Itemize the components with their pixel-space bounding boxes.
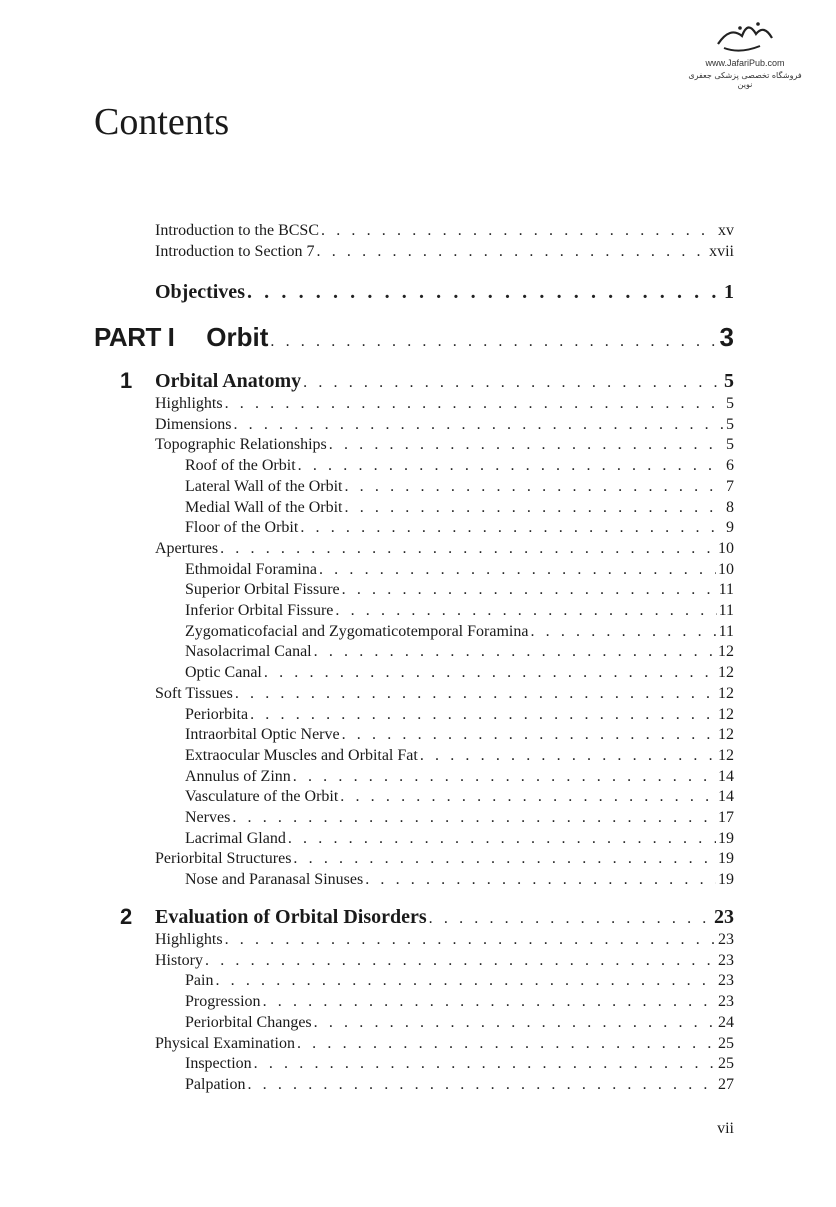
toc-entry[interactable]: Apertures . . . 10 xyxy=(155,540,734,560)
toc-subentry[interactable]: Vasculature of the Orbit . . . 14 xyxy=(185,788,734,808)
toc-entry[interactable]: Topographic Relationships . . . 5 xyxy=(155,436,734,456)
toc-subentry[interactable]: Roof of the Orbit . . . 6 xyxy=(185,457,734,477)
toc-chapter-title[interactable]: Orbital Anatomy . . . 5 xyxy=(155,370,734,396)
toc-subentry[interactable]: Floor of the Orbit . . . 9 xyxy=(185,519,734,539)
toc-chapter-title[interactable]: Evaluation of Orbital Disorders . . . 23 xyxy=(155,906,734,932)
logo-subtitle: فروشگاه تخصصی پزشکی جعفری نوین xyxy=(688,71,802,89)
page-title: Contents xyxy=(94,101,230,143)
part-name: Orbit xyxy=(206,322,269,352)
toc-entry[interactable]: Physical Examination . . . 25 xyxy=(155,1035,734,1055)
part-prefix: PART I xyxy=(94,322,175,352)
toc-entry[interactable]: History . . . 23 xyxy=(155,952,734,972)
toc-entry[interactable]: Soft Tissues . . . 12 xyxy=(155,685,734,705)
toc-subentry[interactable]: Progression . . . 23 xyxy=(185,993,734,1013)
publisher-logo xyxy=(680,18,810,89)
toc-entry-intro-bcsc[interactable]: Introduction to the BCSC . . . xv xyxy=(155,222,734,242)
chapter-number: 2 xyxy=(120,904,133,929)
toc-subentry[interactable]: Extraocular Muscles and Orbital Fat . . . 12 xyxy=(185,747,734,767)
toc-subentry[interactable]: Periorbita . . . 12 xyxy=(185,706,734,726)
toc-subentry[interactable]: Medial Wall of the Orbit . . . 8 xyxy=(185,499,734,519)
toc-subentry[interactable]: Inferior Orbital Fissure . . . 11 xyxy=(185,602,734,622)
calligraphy-logo-icon xyxy=(710,18,780,56)
toc-part-heading[interactable]: PART I Orbit . . . 3 xyxy=(94,322,734,356)
page-number: vii xyxy=(717,1120,734,1137)
toc-subentry[interactable]: Pain . . . 23 xyxy=(185,972,734,992)
toc-subentry[interactable]: Intraorbital Optic Nerve . . . 12 xyxy=(185,726,734,746)
toc-subentry[interactable]: Zygomaticofacial and Zygomaticotemporal Foramina . . . 11 xyxy=(185,623,734,643)
toc-subentry[interactable]: Nasolacrimal Canal . . . 12 xyxy=(185,643,734,663)
toc-subentry[interactable]: Annulus of Zinn . . . 14 xyxy=(185,768,734,788)
logo-url: www.JafariPub.com xyxy=(705,58,785,68)
chapter-number: 1 xyxy=(120,368,133,393)
toc-entry-objectives[interactable]: Objectives . . . 1 xyxy=(155,281,734,307)
toc-entry[interactable]: Highlights . . . 5 xyxy=(155,395,734,415)
toc-entry[interactable]: Periorbital Structures . . . 19 xyxy=(155,850,734,870)
toc-subentry[interactable]: Ethmoidal Foramina . . . 10 xyxy=(185,561,734,581)
toc-subentry[interactable]: Periorbital Changes . . . 24 xyxy=(185,1014,734,1034)
toc-subentry[interactable]: Superior Orbital Fissure . . . 11 xyxy=(185,581,734,601)
toc-subentry[interactable]: Lacrimal Gland . . . 19 xyxy=(185,830,734,850)
toc-subentry[interactable]: Nerves . . . 17 xyxy=(185,809,734,829)
toc-entry[interactable]: Dimensions . . . 5 xyxy=(155,416,734,436)
toc-subentry[interactable]: Inspection . . . 25 xyxy=(185,1055,734,1075)
toc-subentry[interactable]: Lateral Wall of the Orbit . . . 7 xyxy=(185,478,734,498)
toc-subentry[interactable]: Nose and Paranasal Sinuses . . . 19 xyxy=(185,871,734,891)
toc-subentry[interactable]: Palpation . . . 27 xyxy=(185,1076,734,1096)
toc-entry-intro-section[interactable]: Introduction to Section 7 . . . xvii xyxy=(155,243,734,263)
toc-subentry[interactable]: Optic Canal . . . 12 xyxy=(185,664,734,684)
toc-entry[interactable]: Highlights . . . 23 xyxy=(155,931,734,951)
